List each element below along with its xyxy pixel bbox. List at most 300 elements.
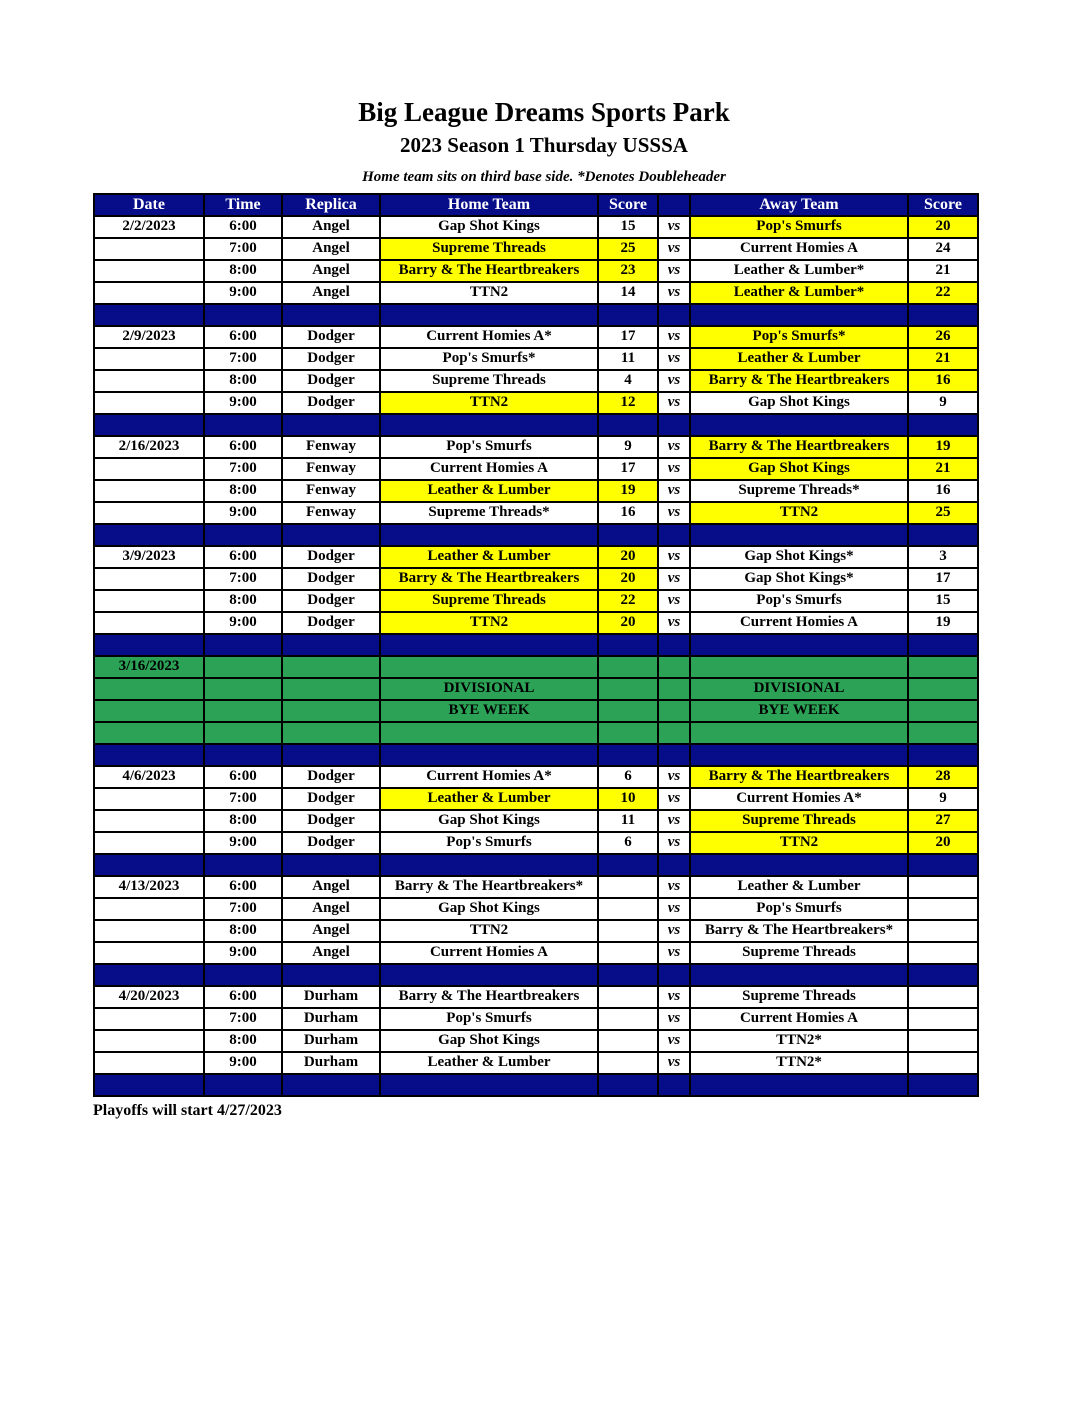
away-score-cell: 26 (908, 326, 978, 348)
home-score-cell (598, 656, 658, 678)
away-team-cell (690, 722, 908, 744)
home-score-cell (598, 700, 658, 722)
home-team-cell: Supreme Threads (380, 370, 598, 392)
vs-cell (658, 700, 690, 722)
home-score-cell (598, 722, 658, 744)
home-team-cell: Gap Shot Kings (380, 898, 598, 920)
date-cell (94, 1052, 204, 1074)
away-score-cell: 22 (908, 282, 978, 304)
date-cell: 2/2/2023 (94, 216, 204, 238)
date-cell (94, 810, 204, 832)
separator-cell (204, 414, 282, 436)
home-score-cell (598, 1008, 658, 1030)
column-header: Away Team (690, 194, 908, 216)
separator-cell (658, 634, 690, 656)
schedule-table (93, 193, 979, 1097)
away-score-cell: 27 (908, 810, 978, 832)
separator-cell (204, 634, 282, 656)
separator-cell (282, 634, 380, 656)
replica-cell (282, 678, 380, 700)
replica-cell: Dodger (282, 766, 380, 788)
date-cell (94, 898, 204, 920)
home-score-cell: 20 (598, 612, 658, 634)
time-cell: 9:00 (204, 392, 282, 414)
home-score-cell: 19 (598, 480, 658, 502)
time-cell: 7:00 (204, 238, 282, 260)
away-score-cell: 16 (908, 480, 978, 502)
away-score-cell: 20 (908, 832, 978, 854)
home-score-cell (598, 898, 658, 920)
time-cell: 7:00 (204, 1008, 282, 1030)
vs-label: vs (658, 920, 690, 942)
vs-label: vs (658, 260, 690, 282)
separator-row (94, 414, 978, 436)
time-cell (204, 656, 282, 678)
home-score-cell: 4 (598, 370, 658, 392)
home-score-cell: 22 (598, 590, 658, 612)
column-header: Time (204, 194, 282, 216)
replica-cell: Dodger (282, 788, 380, 810)
replica-cell: Dodger (282, 832, 380, 854)
away-team-cell: Current Homies A (690, 238, 908, 260)
away-team-cell: Gap Shot Kings* (690, 568, 908, 590)
separator-cell (94, 304, 204, 326)
date-cell (94, 348, 204, 370)
vs-label: vs (658, 392, 690, 414)
separator-cell (282, 304, 380, 326)
date-cell (94, 260, 204, 282)
game-row (94, 788, 978, 810)
away-score-cell: 9 (908, 392, 978, 414)
away-team-cell: Leather & Lumber (690, 876, 908, 898)
game-row (94, 1030, 978, 1052)
away-score-cell: 9 (908, 788, 978, 810)
time-cell (204, 722, 282, 744)
replica-cell: Fenway (282, 458, 380, 480)
vs-label: vs (658, 370, 690, 392)
away-score-cell: 28 (908, 766, 978, 788)
home-score-cell: 25 (598, 238, 658, 260)
vs-label: vs (658, 766, 690, 788)
replica-cell (282, 700, 380, 722)
time-cell: 7:00 (204, 348, 282, 370)
home-team-cell: TTN2 (380, 392, 598, 414)
away-score-cell: 21 (908, 260, 978, 282)
replica-cell: Angel (282, 260, 380, 282)
date-cell (94, 502, 204, 524)
separator-cell (380, 524, 598, 546)
away-team-cell: DIVISIONAL (690, 678, 908, 700)
time-cell: 8:00 (204, 920, 282, 942)
separator-cell (658, 744, 690, 766)
home-team-cell: Pop's Smurfs (380, 436, 598, 458)
away-team-cell: Supreme Threads (690, 942, 908, 964)
home-team-cell (380, 656, 598, 678)
home-score-cell: 17 (598, 458, 658, 480)
replica-cell: Dodger (282, 348, 380, 370)
date-cell: 4/6/2023 (94, 766, 204, 788)
home-score-cell: 9 (598, 436, 658, 458)
date-cell (94, 1030, 204, 1052)
bye-week-row (94, 656, 978, 678)
home-team-cell: TTN2 (380, 920, 598, 942)
away-team-cell: Supreme Threads* (690, 480, 908, 502)
home-team-cell: Gap Shot Kings (380, 1030, 598, 1052)
game-row (94, 458, 978, 480)
away-score-cell (908, 898, 978, 920)
time-cell: 8:00 (204, 260, 282, 282)
separator-cell (598, 414, 658, 436)
time-cell: 6:00 (204, 876, 282, 898)
vs-label: vs (658, 832, 690, 854)
date-cell (94, 370, 204, 392)
separator-cell (380, 634, 598, 656)
time-cell: 6:00 (204, 326, 282, 348)
away-score-cell: 21 (908, 348, 978, 370)
time-cell: 8:00 (204, 1030, 282, 1052)
game-row (94, 480, 978, 502)
game-row (94, 1008, 978, 1030)
separator-cell (380, 854, 598, 876)
away-team-cell: Current Homies A (690, 612, 908, 634)
home-team-cell: Current Homies A* (380, 326, 598, 348)
home-score-cell: 16 (598, 502, 658, 524)
separator-cell (94, 1074, 204, 1096)
separator-cell (908, 854, 978, 876)
separator-cell (658, 964, 690, 986)
separator-cell (598, 1074, 658, 1096)
separator-row (94, 304, 978, 326)
time-cell: 6:00 (204, 986, 282, 1008)
home-team-cell: Pop's Smurfs (380, 1008, 598, 1030)
separator-cell (908, 964, 978, 986)
separator-cell (204, 854, 282, 876)
vs-cell (658, 656, 690, 678)
page-subtitle: 2023 Season 1 Thursday USSSA (400, 132, 688, 157)
home-team-cell: Pop's Smurfs (380, 832, 598, 854)
game-row (94, 238, 978, 260)
separator-cell (690, 744, 908, 766)
replica-cell: Angel (282, 216, 380, 238)
game-row (94, 546, 978, 568)
separator-row (94, 854, 978, 876)
vs-label: vs (658, 326, 690, 348)
home-score-cell (598, 986, 658, 1008)
separator-cell (282, 744, 380, 766)
home-team-cell: Leather & Lumber (380, 788, 598, 810)
replica-cell: Angel (282, 282, 380, 304)
vs-label: vs (658, 788, 690, 810)
date-cell: 3/9/2023 (94, 546, 204, 568)
replica-cell: Durham (282, 1008, 380, 1030)
away-team-cell: Pop's Smurfs* (690, 326, 908, 348)
header-row (94, 194, 978, 216)
vs-label: vs (658, 436, 690, 458)
date-cell (94, 238, 204, 260)
away-team-cell: Leather & Lumber* (690, 282, 908, 304)
replica-cell: Durham (282, 1052, 380, 1074)
away-team-cell: Leather & Lumber* (690, 260, 908, 282)
replica-cell: Angel (282, 942, 380, 964)
away-team-cell: Pop's Smurfs (690, 590, 908, 612)
away-team-cell: TTN2* (690, 1030, 908, 1052)
vs-label: vs (658, 612, 690, 634)
home-team-cell: Leather & Lumber (380, 1052, 598, 1074)
away-score-cell: 25 (908, 502, 978, 524)
game-row (94, 766, 978, 788)
home-team-cell: Leather & Lumber (380, 480, 598, 502)
separator-cell (94, 854, 204, 876)
away-score-cell: 16 (908, 370, 978, 392)
replica-cell: Dodger (282, 326, 380, 348)
separator-cell (598, 964, 658, 986)
date-cell (94, 832, 204, 854)
date-cell (94, 722, 204, 744)
home-team-cell: Barry & The Heartbreakers (380, 260, 598, 282)
separator-cell (204, 524, 282, 546)
away-team-cell: Gap Shot Kings (690, 458, 908, 480)
replica-cell: Dodger (282, 370, 380, 392)
time-cell: 9:00 (204, 1052, 282, 1074)
separator-cell (380, 304, 598, 326)
home-team-cell: Supreme Threads (380, 590, 598, 612)
home-score-cell (598, 876, 658, 898)
home-team-cell: Supreme Threads (380, 238, 598, 260)
page-title: Big League Dreams Sports Park (358, 97, 730, 127)
time-cell: 8:00 (204, 810, 282, 832)
vs-label: vs (658, 502, 690, 524)
vs-label: vs (658, 1030, 690, 1052)
separator-cell (204, 964, 282, 986)
away-team-cell: Gap Shot Kings (690, 392, 908, 414)
away-team-cell: Leather & Lumber (690, 348, 908, 370)
home-score-cell: 17 (598, 326, 658, 348)
game-row (94, 898, 978, 920)
game-row (94, 590, 978, 612)
date-cell: 2/9/2023 (94, 326, 204, 348)
replica-cell: Angel (282, 898, 380, 920)
home-team-cell (380, 722, 598, 744)
date-cell (94, 942, 204, 964)
replica-cell: Dodger (282, 590, 380, 612)
home-score-cell: 20 (598, 568, 658, 590)
time-cell (204, 700, 282, 722)
away-score-cell: 20 (908, 216, 978, 238)
home-score-cell: 10 (598, 788, 658, 810)
separator-row (94, 964, 978, 986)
away-team-cell: Current Homies A* (690, 788, 908, 810)
column-header: Date (94, 194, 204, 216)
replica-cell: Dodger (282, 392, 380, 414)
vs-label: vs (658, 898, 690, 920)
away-team-cell: Barry & The Heartbreakers (690, 436, 908, 458)
home-team-cell: Supreme Threads* (380, 502, 598, 524)
time-cell: 8:00 (204, 590, 282, 612)
away-team-cell: Barry & The Heartbreakers (690, 766, 908, 788)
separator-cell (690, 524, 908, 546)
time-cell: 7:00 (204, 788, 282, 810)
vs-label: vs (658, 1052, 690, 1074)
separator-cell (658, 1074, 690, 1096)
home-team-cell: Leather & Lumber (380, 546, 598, 568)
replica-cell: Durham (282, 986, 380, 1008)
separator-row (94, 634, 978, 656)
time-cell: 9:00 (204, 942, 282, 964)
separator-cell (598, 524, 658, 546)
separator-cell (908, 414, 978, 436)
date-cell (94, 678, 204, 700)
game-row (94, 612, 978, 634)
game-row (94, 326, 978, 348)
separator-row (94, 524, 978, 546)
vs-cell (658, 722, 690, 744)
date-cell (94, 788, 204, 810)
home-team-cell: Gap Shot Kings (380, 810, 598, 832)
home-team-cell: Barry & The Heartbreakers (380, 568, 598, 590)
column-header: Home Team (380, 194, 598, 216)
home-score-cell (598, 1030, 658, 1052)
away-score-cell (908, 722, 978, 744)
separator-cell (204, 744, 282, 766)
game-row (94, 260, 978, 282)
game-row (94, 920, 978, 942)
column-header (658, 194, 690, 216)
game-row (94, 876, 978, 898)
separator-cell (380, 414, 598, 436)
time-cell: 9:00 (204, 612, 282, 634)
away-team-cell: TTN2* (690, 1052, 908, 1074)
away-score-cell (908, 1030, 978, 1052)
home-score-cell: 11 (598, 810, 658, 832)
away-score-cell (908, 876, 978, 898)
separator-cell (282, 854, 380, 876)
game-row (94, 942, 978, 964)
away-score-cell: 21 (908, 458, 978, 480)
separator-cell (94, 744, 204, 766)
separator-cell (94, 964, 204, 986)
home-team-cell: Barry & The Heartbreakers* (380, 876, 598, 898)
time-cell: 9:00 (204, 832, 282, 854)
game-row (94, 986, 978, 1008)
separator-cell (908, 634, 978, 656)
away-team-cell: Supreme Threads (690, 810, 908, 832)
home-score-cell: 6 (598, 832, 658, 854)
away-score-cell: 15 (908, 590, 978, 612)
separator-cell (94, 634, 204, 656)
away-score-cell (908, 942, 978, 964)
header-note: Home team sits on third base side. *Denotes Doubleheader (362, 168, 726, 185)
home-team-cell: Barry & The Heartbreakers (380, 986, 598, 1008)
vs-cell (658, 678, 690, 700)
game-row (94, 810, 978, 832)
separator-cell (204, 1074, 282, 1096)
time-cell: 7:00 (204, 568, 282, 590)
schedule-body (94, 216, 978, 1096)
game-row (94, 568, 978, 590)
replica-cell: Dodger (282, 810, 380, 832)
away-team-cell: Pop's Smurfs (690, 898, 908, 920)
separator-cell (658, 524, 690, 546)
vs-label: vs (658, 810, 690, 832)
time-cell: 7:00 (204, 898, 282, 920)
separator-cell (598, 634, 658, 656)
separator-cell (908, 1074, 978, 1096)
date-cell (94, 458, 204, 480)
date-cell (94, 480, 204, 502)
separator-cell (690, 634, 908, 656)
game-row (94, 282, 978, 304)
time-cell: 9:00 (204, 502, 282, 524)
away-score-cell: 19 (908, 612, 978, 634)
separator-cell (282, 524, 380, 546)
game-row (94, 216, 978, 238)
separator-cell (282, 1074, 380, 1096)
playoffs-note: Playoffs will start 4/27/2023 (93, 1101, 282, 1119)
date-cell (94, 392, 204, 414)
separator-cell (658, 304, 690, 326)
replica-cell: Durham (282, 1030, 380, 1052)
home-team-cell: Current Homies A (380, 942, 598, 964)
date-cell (94, 282, 204, 304)
separator-cell (690, 304, 908, 326)
home-score-cell: 15 (598, 216, 658, 238)
separator-cell (380, 744, 598, 766)
home-score-cell (598, 678, 658, 700)
away-score-cell: 19 (908, 436, 978, 458)
game-row (94, 502, 978, 524)
away-team-cell: Barry & The Heartbreakers (690, 370, 908, 392)
home-team-cell: TTN2 (380, 612, 598, 634)
time-cell: 6:00 (204, 216, 282, 238)
bye-week-row (94, 722, 978, 744)
separator-cell (598, 854, 658, 876)
home-score-cell: 12 (598, 392, 658, 414)
separator-cell (908, 744, 978, 766)
game-row (94, 348, 978, 370)
vs-label: vs (658, 942, 690, 964)
separator-cell (690, 964, 908, 986)
separator-cell (598, 304, 658, 326)
away-team-cell: Pop's Smurfs (690, 216, 908, 238)
away-team-cell: Supreme Threads (690, 986, 908, 1008)
separator-cell (658, 854, 690, 876)
separator-cell (380, 1074, 598, 1096)
replica-cell: Fenway (282, 436, 380, 458)
separator-row (94, 1074, 978, 1096)
away-score-cell: 24 (908, 238, 978, 260)
time-cell: 6:00 (204, 766, 282, 788)
time-cell: 8:00 (204, 480, 282, 502)
separator-cell (658, 414, 690, 436)
replica-cell: Dodger (282, 546, 380, 568)
away-score-cell (908, 1008, 978, 1030)
separator-cell (908, 524, 978, 546)
date-cell: 4/20/2023 (94, 986, 204, 1008)
time-cell: 8:00 (204, 370, 282, 392)
vs-label: vs (658, 590, 690, 612)
column-header: Score (598, 194, 658, 216)
vs-label: vs (658, 568, 690, 590)
home-team-cell: Gap Shot Kings (380, 216, 598, 238)
vs-label: vs (658, 480, 690, 502)
replica-cell: Dodger (282, 568, 380, 590)
column-header: Score (908, 194, 978, 216)
separator-cell (204, 304, 282, 326)
vs-label: vs (658, 348, 690, 370)
game-row (94, 392, 978, 414)
away-team-cell: TTN2 (690, 832, 908, 854)
vs-label: vs (658, 876, 690, 898)
